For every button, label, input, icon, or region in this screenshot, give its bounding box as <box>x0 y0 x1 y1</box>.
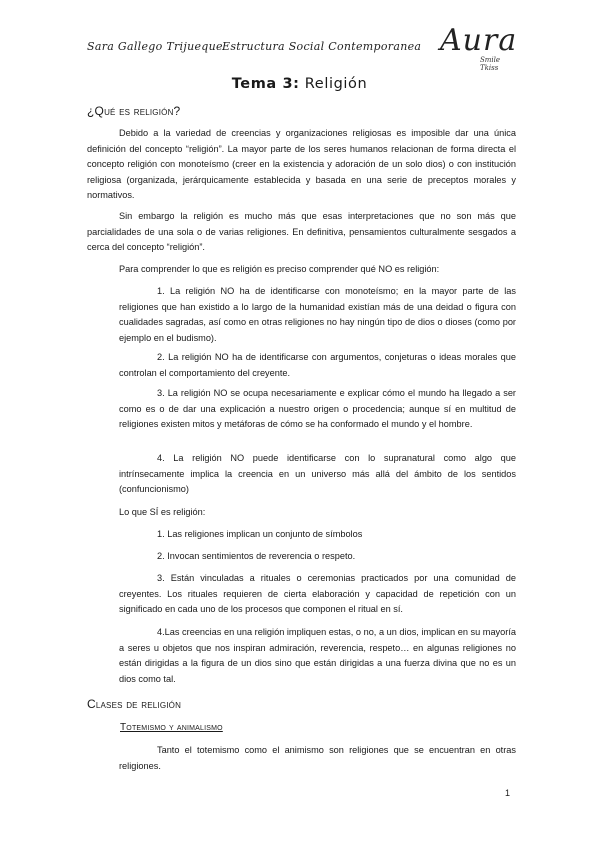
paragraph-text: Para comprender lo que es religión es preciso comprender qué NO es religión: <box>119 264 440 274</box>
paragraph <box>87 126 516 204</box>
list-item <box>119 350 516 381</box>
list-item <box>157 549 517 565</box>
paragraph <box>87 209 516 256</box>
list-item-text: 4.Las creencias en una religión impliquen estas, o no, a un dios, implican en su mayoría a seres u objetos que nos inspiran admiración, reverencia, respeto… en algunas religiones no están dirigidas a la figura de un dios sino que están dirigidas a una fuerza divina que no es un dios como tal. <box>119 627 516 684</box>
list-item <box>119 386 516 433</box>
list-item-text: 3. Están vinculadas a rituales o ceremonias practicados por una comunidad de creyentes. Los rituales requieren de cierta elaboración y capacidad de repetición con un significado en cada uno de los procesos que componen el ritual en sí. <box>119 573 516 615</box>
paragraph-text: Sin embargo la religión es mucho más que esas interpretaciones que no son más que parcialidades de una sola o de varias religiones. En definitiva, pensamientos culturalmente sesgados a cerca del concepto “religión”. <box>87 211 516 253</box>
list-item-text: 1. La religión NO ha de identificarse con monoteísmo; en la mayor parte de las religiones que han existido a lo largo de la humanidad existían más de una deidad o figura con cualidades sagradas, así como en otras religiones no hay ningún tipo de dios o dioses (como por ejemplo en el budismo). <box>119 286 516 343</box>
list-item <box>157 527 517 543</box>
aura-logo <box>440 24 520 70</box>
paragraph-text: Lo que SÍ es religión: <box>119 507 206 517</box>
page-title <box>0 76 599 92</box>
paragraph-text: Tanto el totemismo como el animismo son religiones que se encuentran en otras religiones. <box>119 745 516 771</box>
title-text: Religión <box>299 76 368 92</box>
list-item-text: 2. La religión NO ha de identificarse con argumentos, conjeturas o ideas morales que controlan el comportamiento del creyente. <box>119 352 516 378</box>
paragraph <box>119 743 516 774</box>
header-course: Estructura Social Contemporanea <box>222 40 422 53</box>
list-item <box>119 625 516 687</box>
list-item <box>119 451 516 498</box>
section-heading-clases: Clases de religión <box>87 697 182 711</box>
subsection-heading-totemismo: Totemismo y animalismo <box>120 722 223 733</box>
title-prefix: Tema 3: <box>231 76 300 92</box>
section-heading-que-es: ¿Qué es religión? <box>87 104 181 118</box>
list-item-text: 4. La religión NO puede identificarse con lo supranatural como algo que intrínsecamente implica la creencia en un universo más allá del ámbito de los sentidos (confuncionismo) <box>119 453 516 495</box>
list-item-text: 2. Invocan sentimientos de reverencia o respeto. <box>157 551 356 561</box>
list-item-text: 3. La religión NO se ocupa necesariamente e explicar cómo el mundo ha llegado a ser como es o de dar una explicación a nuestro origen o procedencia; aunque sí en multitud de religiones existen mitos y metáforas de cómo se ha conformado el mundo y el hombre. <box>119 388 516 430</box>
list-item-text: 1. Las religiones implican un conjunto de símbolos <box>157 529 363 539</box>
logo-tagline: Smile Tkiss <box>480 56 501 72</box>
list-item <box>119 284 516 346</box>
paragraph-text: Debido a la variedad de creencias y organizaciones religiosas es imposible dar una única definición del concepto “religión”. La mayor parte de los seres humanos relacionan de forma directa el concepto religión con monoteísmo (creer en la existencia y adoración de un solo dios) o con institución religiosa (organizada, jerárquicamente establecida y basada en una serie de preceptos morales y normativos. <box>87 128 516 201</box>
header-author: Sara Gallego Trijueque <box>87 40 223 53</box>
logo-wordmark: Aura <box>440 23 518 58</box>
paragraph <box>119 505 519 521</box>
paragraph <box>119 262 519 278</box>
page-number: 1 <box>505 788 511 798</box>
list-item <box>119 571 516 618</box>
